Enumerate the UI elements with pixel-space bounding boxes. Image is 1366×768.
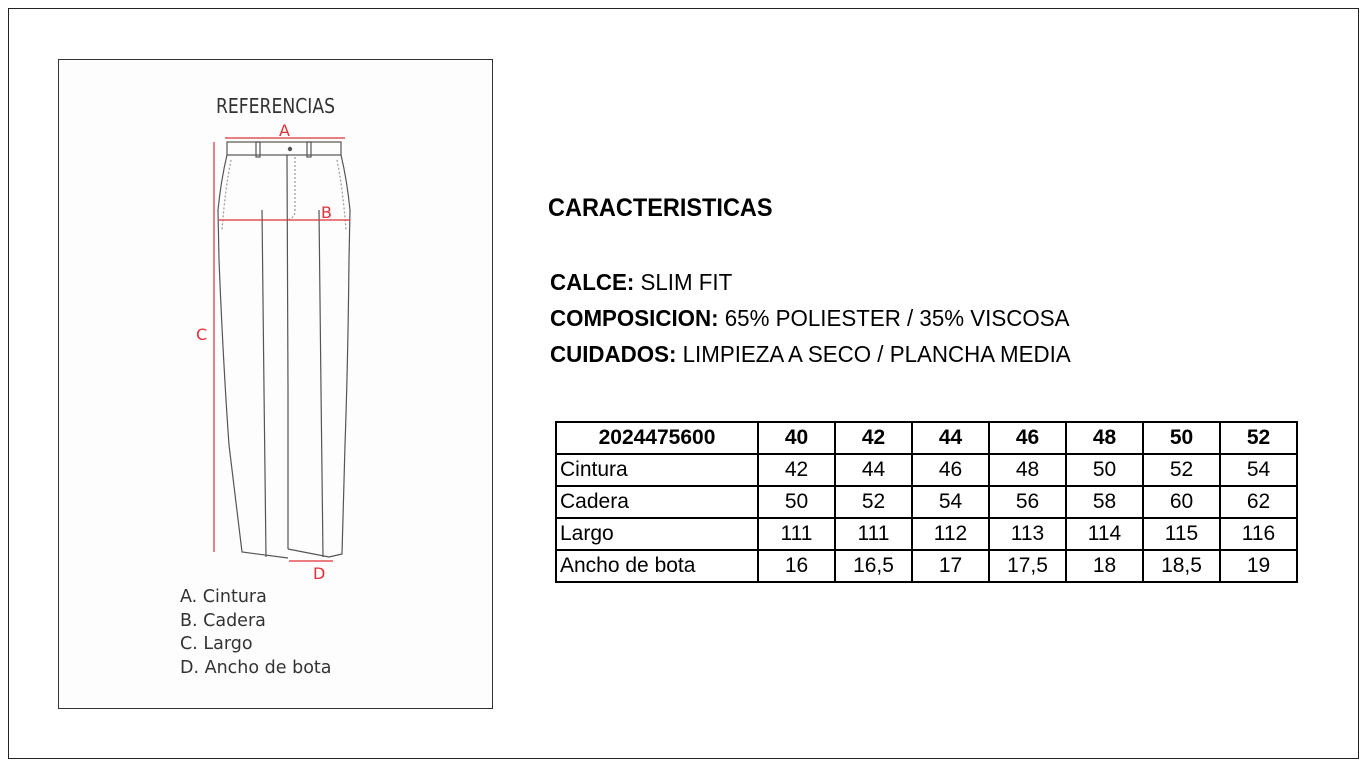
table-cell: 56 <box>989 486 1066 518</box>
header-cell-size: 46 <box>989 422 1066 454</box>
table-cell: 46 <box>912 454 989 486</box>
characteristic-value: SLIM FIT <box>640 269 733 295</box>
row-label: Cintura <box>556 454 758 486</box>
table-cell: 116 <box>1220 518 1297 550</box>
row-label: Cadera <box>556 486 758 518</box>
table-cell: 113 <box>989 518 1066 550</box>
legend-item-cadera: B. Cadera <box>180 610 266 631</box>
header-cell-size: 44 <box>912 422 989 454</box>
row-label: Ancho de bota <box>556 550 758 582</box>
table-cell: 62 <box>1220 486 1297 518</box>
reference-panel <box>58 59 493 709</box>
table-cell: 19 <box>1220 550 1297 582</box>
header-cell-size: 42 <box>835 422 912 454</box>
table-row <box>556 550 1297 582</box>
header-cell-size: 48 <box>1066 422 1143 454</box>
table-row <box>556 486 1297 518</box>
characteristic-label: CALCE: <box>550 269 635 295</box>
table-row <box>556 518 1297 550</box>
table-cell: 52 <box>1143 454 1220 486</box>
table-cell: 17 <box>912 550 989 582</box>
characteristic-cuidados <box>550 336 1071 372</box>
characteristic-value: LIMPIEZA A SECO / PLANCHA MEDIA <box>682 341 1071 367</box>
table-cell: 54 <box>912 486 989 518</box>
table-cell: 111 <box>758 518 835 550</box>
table-cell: 17,5 <box>989 550 1066 582</box>
table-row <box>556 454 1297 486</box>
table-header-row <box>556 422 1297 454</box>
table-cell: 112 <box>912 518 989 550</box>
table-cell: 16 <box>758 550 835 582</box>
header-cell-size: 40 <box>758 422 835 454</box>
table-cell: 114 <box>1066 518 1143 550</box>
table-cell: 48 <box>989 454 1066 486</box>
table-cell: 111 <box>835 518 912 550</box>
table-cell: 115 <box>1143 518 1220 550</box>
table-cell: 60 <box>1143 486 1220 518</box>
table-cell: 42 <box>758 454 835 486</box>
reference-legend <box>180 586 331 680</box>
legend-item-ancho-de-bota: D. Ancho de bota <box>180 657 332 678</box>
table-cell: 50 <box>1066 454 1143 486</box>
size-table <box>555 421 1298 583</box>
reference-title: REFERENCIAS <box>215 94 336 118</box>
characteristics-title: CARACTERISTICAS <box>548 194 773 222</box>
header-cell-size: 50 <box>1143 422 1220 454</box>
table-cell: 44 <box>835 454 912 486</box>
marker-b: B <box>321 203 332 222</box>
table-cell: 50 <box>758 486 835 518</box>
marker-a: A <box>279 121 290 140</box>
table-cell: 54 <box>1220 454 1297 486</box>
characteristic-calce <box>550 264 1071 300</box>
legend-item-largo: C. Largo <box>180 634 253 654</box>
characteristics-list <box>550 264 1087 372</box>
legend-item-cintura: A. Cintura <box>180 587 267 607</box>
table-cell: 18 <box>1066 550 1143 582</box>
characteristic-composicion <box>550 300 1071 336</box>
table-cell: 18,5 <box>1143 550 1220 582</box>
table-cell: 58 <box>1066 486 1143 518</box>
header-cell-article: 2024475600 <box>556 422 758 454</box>
marker-c: C <box>196 325 208 344</box>
header-cell-size: 52 <box>1220 422 1297 454</box>
row-label: Largo <box>556 518 758 550</box>
characteristic-label: COMPOSICION: <box>550 305 719 331</box>
characteristic-label: CUIDADOS: <box>550 341 677 367</box>
table-cell: 16,5 <box>835 550 912 582</box>
characteristic-value: 65% POLIESTER / 35% VISCOSA <box>724 305 1070 331</box>
table-cell: 52 <box>835 486 912 518</box>
marker-d: D <box>313 564 326 583</box>
